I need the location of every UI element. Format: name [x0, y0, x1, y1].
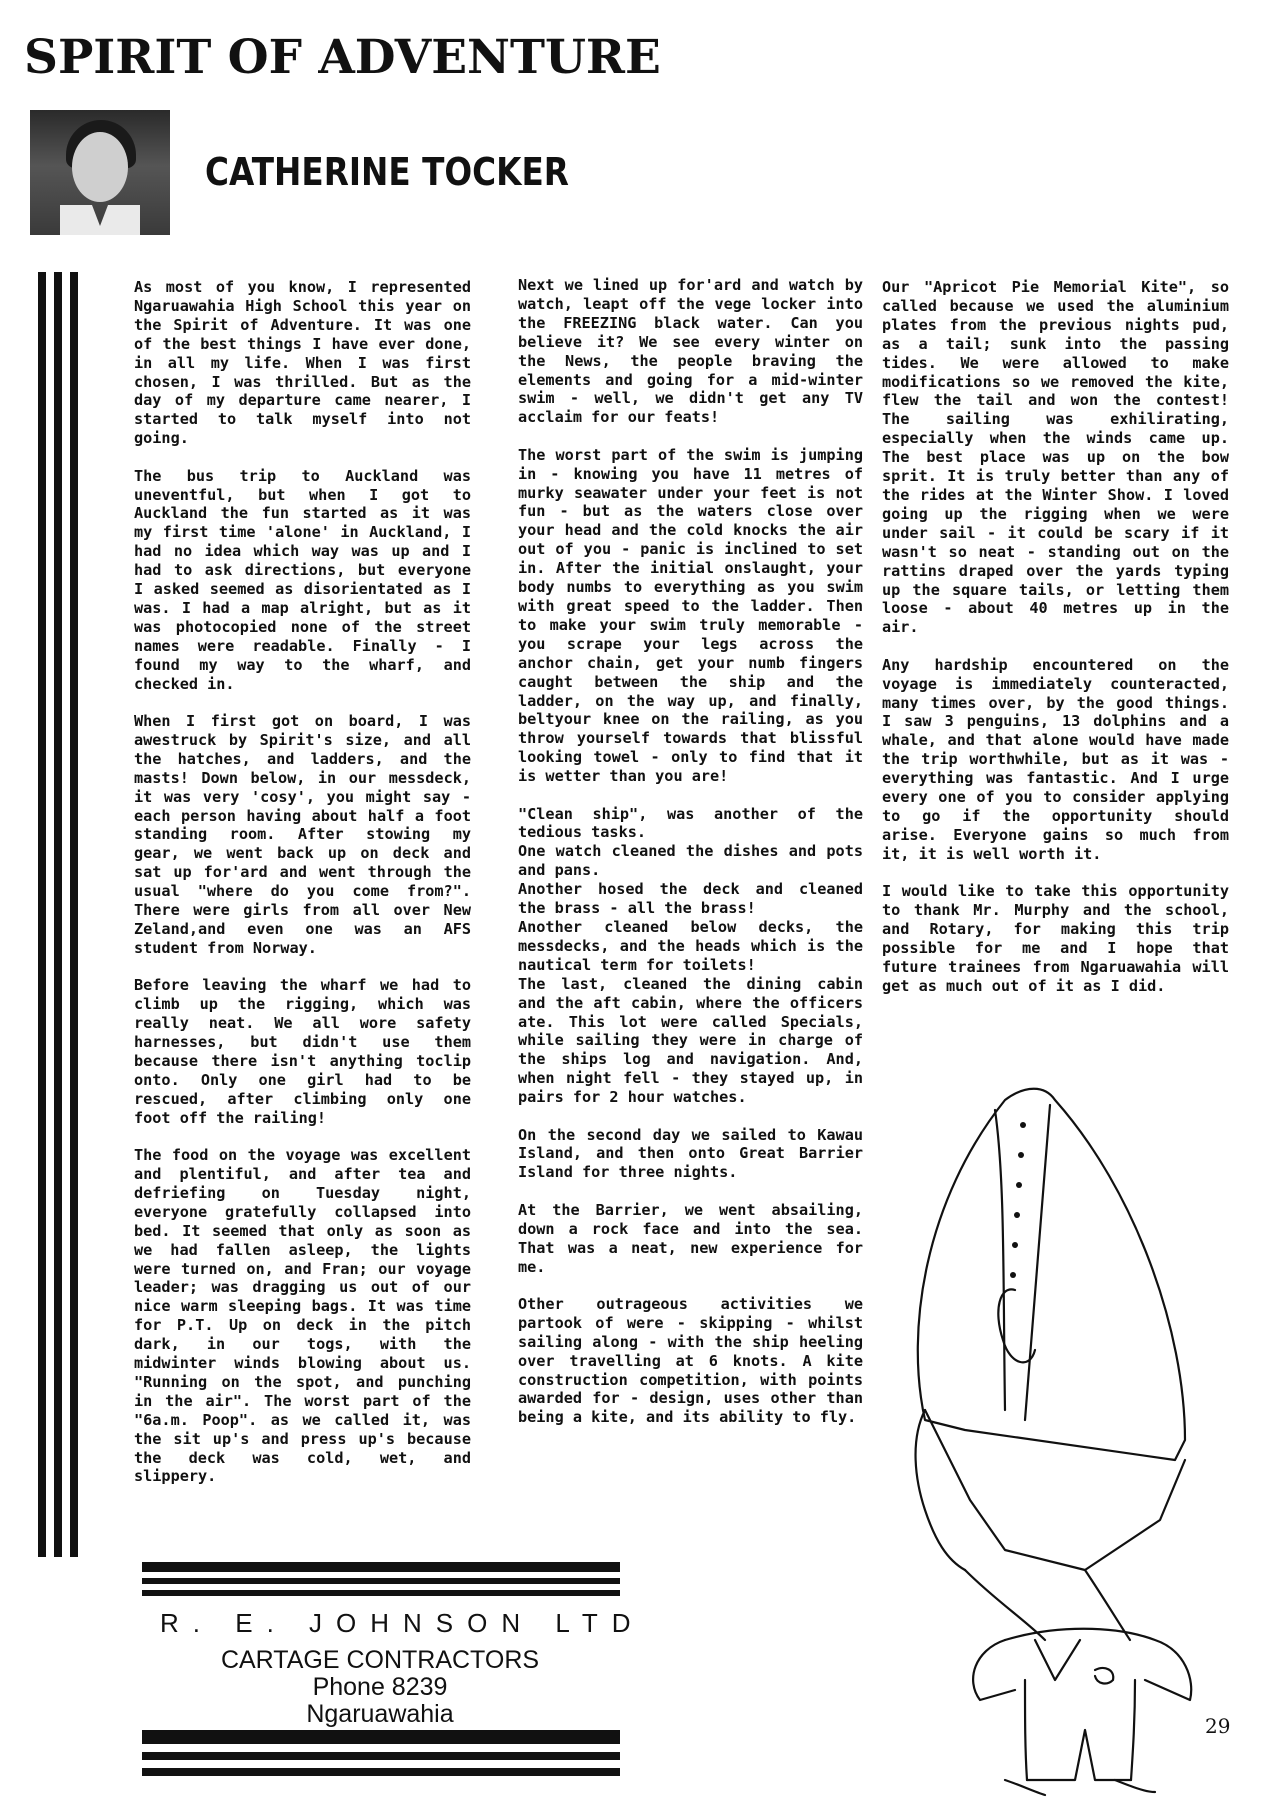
- paragraph: The bus trip to Auckland was uneventful, but when I got to Auckland the fun started as it was my first time 'alone' in Auckland, I had no idea which way was up and I had to ask directions, but everyone I asked seemed as disorientated as I was. I had a map alright, but as it was photocopied none of the street names were readable. Finally - I found my way to the wharf, and checked in.: [134, 466, 471, 693]
- advert-bars-top: [142, 1562, 620, 1598]
- paragraph: Any hardship encountered on the voyage is immediately counteracted, many times over, by the good things. I saw 3 penguins, 13 dolphins and a whale, and that alone would have made the trip worthwhile, but as it was - everything was fantastic. And I urge every one of you to consider applying to go if the opportunity should arise. Everyone gains so much from it, it is well worth it.: [882, 655, 1229, 863]
- paragraph: When I first got on board, I was awestruck by Spirit's size, and all the hatches, and ladders, and the masts! Down below, in our messdeck, it was very 'cosy', you might say - each person having about half a foot standing room. After stowing my gear, we went back up on deck and sat up for'ard and went through the usual "where do you come from?". There were girls from all over New Zeland,and even one was an AFS student from Norway.: [134, 712, 471, 957]
- article-column-2: [518, 276, 863, 1446]
- advert-company-name: R. E. JOHNSON LTD: [160, 1608, 645, 1638]
- paragraph: As most of you know, I represented Ngaruawahia High School this year on the Spirit of Adventure. It was one of the best things I have ever done, in all my life. When I was first chosen, I was thrilled. But as the day of my departure came nearer, I started to talk myself into not going.: [134, 278, 471, 448]
- photo-face: [72, 132, 128, 202]
- paragraph: "Clean ship", was another of the tedious tasks. One watch cleaned the dishes and pots and pans. Another hosed the deck and cleaned the brass - all the brass! Another cleaned below decks, the messdecks, and the heads which is the nautical term for toilets! The last, cleaned the dining cabin and the aft cabin, where the officers ate. This lot were called Specials, while sailing they were in charge of the ships log and navigation. And, when night fell - they stayed up, in pairs for 2 hour watches.: [518, 804, 863, 1107]
- bar: [142, 1578, 620, 1584]
- article-column-3: [882, 278, 1229, 1014]
- page-title: SPIRIT OF ADVENTURE: [24, 30, 661, 85]
- paragraph: Next we lined up for'ard and watch by watch, leapt off the vege locker into the FREEZING black water. Can you believe it? We see every winter on the News, the people braving the elements and going for a mid-winter swim - well, we didn't get any TV acclaim for our feats!: [518, 276, 863, 427]
- bar-1: [38, 272, 46, 1557]
- advert-bars-bottom: [142, 1730, 620, 1778]
- photo-collar: [60, 205, 140, 235]
- paragraph: Before leaving the wharf we had to climb up the rigging, which was really neat. We all wore safety harnesses, but didn't use them because there isn't anything toclip onto. Only one girl had to be rescued, after climbing only one foot off the railing!: [134, 976, 471, 1127]
- bar-2: [54, 272, 62, 1557]
- article-column-1: [134, 278, 471, 1505]
- author-name: CATHERINE TOCKER: [205, 150, 569, 194]
- page-number: 29: [1205, 1714, 1231, 1738]
- bar: [142, 1730, 620, 1744]
- paragraph: The worst part of the swim is jumping in - knowing you have 11 metres of murky seawater under your feet is not fun - but as the waters close over your head and the cold knocks the air out of you - panic is inclined to set in. After the initial onslaught, your body numbs to everything as you swim with great speed to the ladder. Then to make your swim truly memorable - you scrape your legs across the anchor chain, get your numb fingers caught between the ship and the ladder, on the way up, and finally, beltyour knee on the railing, as you throw yourself towards that blissful looking towel - only to find that it is wetter than you are!: [518, 445, 863, 786]
- bar-3: [70, 272, 78, 1557]
- advert-line-phone: Phone 8239: [312, 1673, 448, 1701]
- paragraph: At the Barrier, we went absailing, down a rock face and into the sea. That was a neat, new experience for me.: [518, 1200, 863, 1276]
- advert-line-town: Ngaruawahia: [306, 1700, 454, 1728]
- helmet-figure-drawing: [885, 1080, 1225, 1800]
- author-photo: [30, 110, 170, 235]
- paragraph: On the second day we sailed to Kawau Island, and then onto Great Barrier Island for three nights.: [518, 1125, 863, 1182]
- bar: [142, 1768, 620, 1776]
- paragraph: Other outrageous activities we partook of were - skipping - whilst sailing along - with the ship heeling over travelling at 6 knots. A kite construction competition, with points awarded for - design, uses other than being a kite, and its ability to fly.: [518, 1294, 863, 1427]
- bar: [142, 1562, 620, 1572]
- bar: [142, 1752, 620, 1760]
- decorative-bars-left: [38, 272, 82, 1557]
- advert-line-cartage: CARTAGE CONTRACTORS: [220, 1646, 540, 1674]
- paragraph: Our "Apricot Pie Memorial Kite", so called because we used the aluminium plates from the previous nights pud, as a tail; sunk into the passing tides. We were allowed to make modifications so we removed the kite, flew the tail and won the contest! The sailing was exhilirating, especially when the winds came up. The best place was up on the bow sprit. It is truly better than any of the rides at the Winter Show. I loved going up the rigging when we were under sail - it could be scary if it wasn't so neat - standing out on the rattins draped over the yards typing up the square tails, or letting them loose - about 40 metres up in the air.: [882, 278, 1229, 637]
- paragraph: The food on the voyage was excellent and plentiful, and after tea and defriefing on Tuesday night, everyone gratefully collapsed into bed. It seemed that only as soon as we had fallen asleep, the lights were turned on, and Fran; our voyage leader; was dragging us out of our nice warm sleeping bags. It was time for P.T. Up on deck in the pitch dark, in our togs, with the midwinter winds blowing about us. "Running on the spot, and punching in the air". The worst part of the "6a.m. Poop". as we called it, was the sit up's and press up's because the deck was cold, wet, and slippery.: [134, 1146, 471, 1486]
- paragraph: I would like to take this opportunity to thank Mr. Murphy and the school, and Rotary, for making this trip possible for me and I hope that future trainees from Ngaruawahia will get as much out of it as I did.: [882, 882, 1229, 995]
- bar: [142, 1590, 620, 1596]
